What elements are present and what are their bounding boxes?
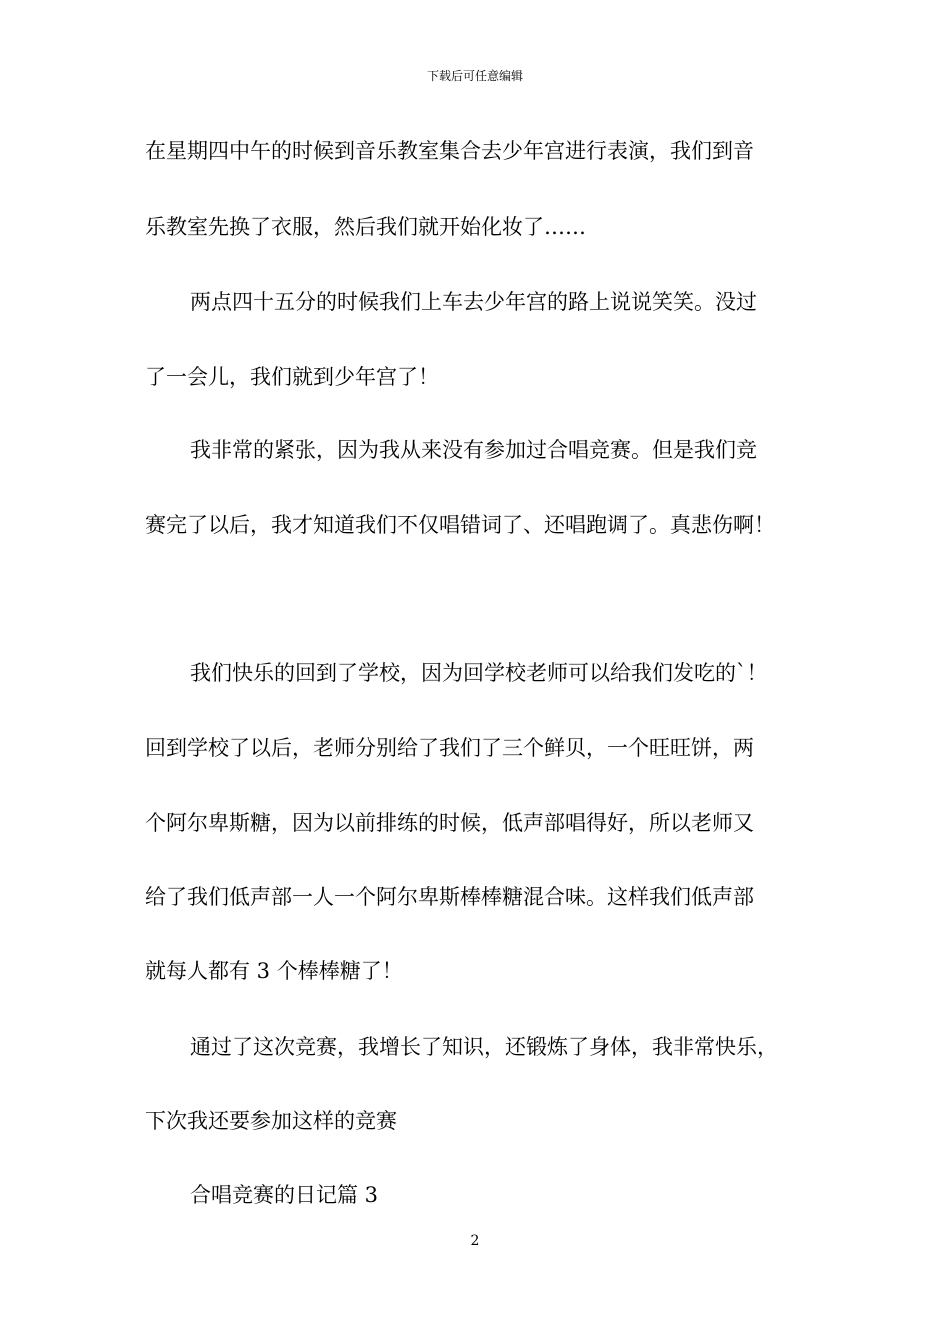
body-line-8: 回到学校了以后，老师分别给了我们了三个鲜贝，一个旺旺饼，两 — [145, 736, 754, 760]
body-line-12: 通过了这次竞赛，我增长了知识，还锻炼了身体，我非常快乐， — [190, 1035, 778, 1059]
body-line-9: 个阿尔卑斯糖，因为以前排练的时候，低声部唱得好，所以老师又 — [145, 811, 754, 835]
page-header: 下载后可任意编辑 — [426, 69, 523, 83]
body-line-10: 给了我们低声部一人一个阿尔卑斯棒棒糖混合味。这样我们低声部 — [145, 885, 754, 909]
body-line-2: 乐教室先换了衣服，然后我们就开始化妆了…… — [145, 215, 586, 239]
body-line-11: 就每人都有 3 个棒棒糖了！ — [145, 959, 403, 983]
body-line-4: 了一会儿，我们就到少年宫了！ — [145, 365, 439, 389]
body-line-1: 在星期四中午的时候到音乐教室集合去少年宫进行表演，我们到音 — [145, 139, 754, 163]
body-line-6: 赛完了以后，我才知道我们不仅唱错词了、还唱跑调了。真悲伤啊！ — [145, 513, 775, 537]
body-line-13: 下次我还要参加这样的竞赛 — [145, 1109, 397, 1133]
section-heading: 合唱竞赛的日记篇 3 — [190, 1183, 379, 1207]
body-line-5: 我非常的紧张，因为我从来没有参加过合唱竞赛。但是我们竞 — [190, 438, 757, 462]
page-number: 2 — [470, 1233, 480, 1249]
body-line-3: 两点四十五分的时候我们上车去少年宫的路上说说笑笑。没过 — [190, 290, 757, 314]
body-line-7: 我们快乐的回到了学校，因为回学校老师可以给我们发吃的`！ — [190, 661, 768, 685]
